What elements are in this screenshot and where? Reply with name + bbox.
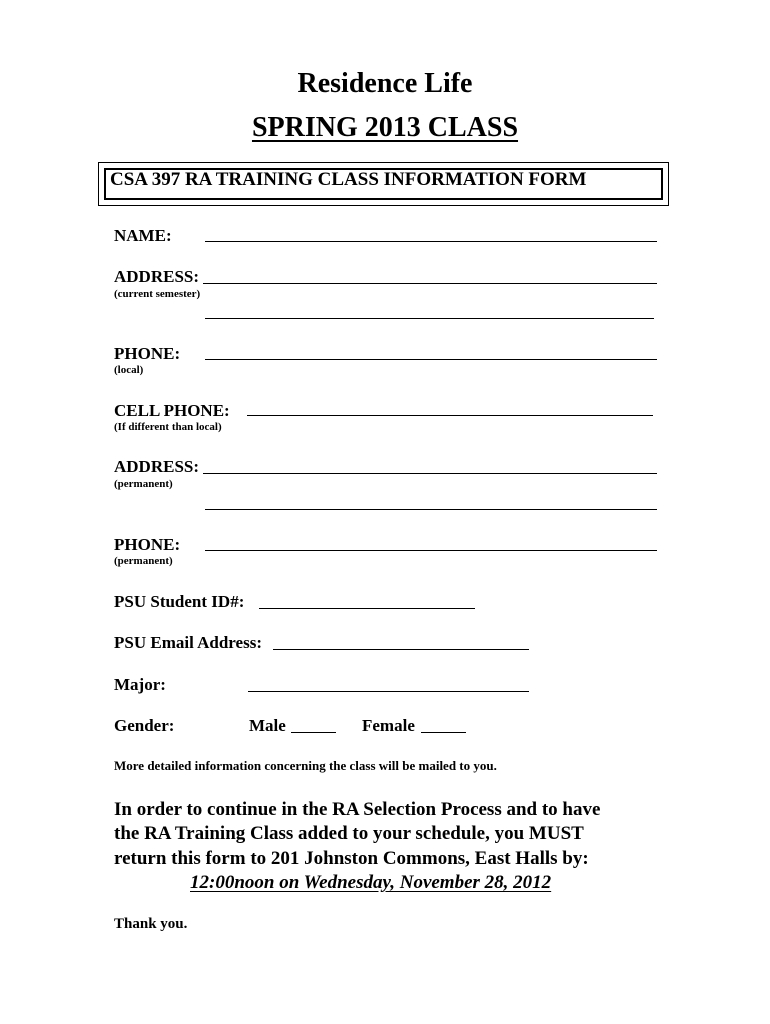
name-field[interactable] [205,241,657,242]
permanent-address-label: ADDRESS: [114,457,200,476]
address-field-line2[interactable] [205,318,654,319]
female-checkbox-line[interactable] [421,732,466,733]
page-title: Residence Life [297,68,473,99]
email-field[interactable] [273,649,529,650]
major-field[interactable] [248,691,529,692]
instructions-line-3: return this form to 201 Johnston Commons, East Halls by: [114,848,589,869]
permanent-address-field-line1[interactable] [203,473,657,474]
form-title: CSA 397 RA TRAINING CLASS INFORMATION FORM [110,169,587,190]
cell-phone-field[interactable] [247,415,653,416]
form-title-box [98,162,669,206]
permanent-phone-field[interactable] [205,550,657,551]
male-checkbox-line[interactable] [291,732,336,733]
address-label: ADDRESS: [114,267,200,286]
cell-phone-sublabel: (If different than local) [114,421,222,433]
student-id-label: PSU Student ID#: [114,592,245,611]
instructions-line-2: the RA Training Class added to your schedule, you MUST [114,823,584,844]
gender-label: Gender: [114,716,175,735]
phone-field[interactable] [205,359,657,360]
female-label: Female [362,716,415,735]
permanent-phone-sublabel: (permanent) [114,555,173,567]
male-label: Male [249,716,286,735]
page-subtitle: SPRING 2013 CLASS [251,112,519,143]
address-sublabel: (current semester) [114,288,201,300]
student-id-field[interactable] [259,608,475,609]
cell-phone-label: CELL PHONE: [114,401,230,420]
phone-label: PHONE: [114,344,181,363]
permanent-address-sublabel: (permanent) [114,478,173,490]
deadline: 12:00noon on Wednesday, November 28, 2012 [190,872,552,893]
permanent-address-field-line2[interactable] [205,509,657,510]
closing: Thank you. [114,916,188,932]
major-label: Major: [114,675,166,694]
mail-note: More detailed information concerning the class will be mailed to you. [114,758,497,773]
phone-sublabel: (local) [114,364,144,376]
name-label: NAME: [114,226,172,245]
permanent-phone-label: PHONE: [114,535,181,554]
email-label: PSU Email Address: [114,633,262,652]
address-field-line1[interactable] [203,283,657,284]
instructions-line-1: In order to continue in the RA Selection Process and to have [114,799,601,820]
